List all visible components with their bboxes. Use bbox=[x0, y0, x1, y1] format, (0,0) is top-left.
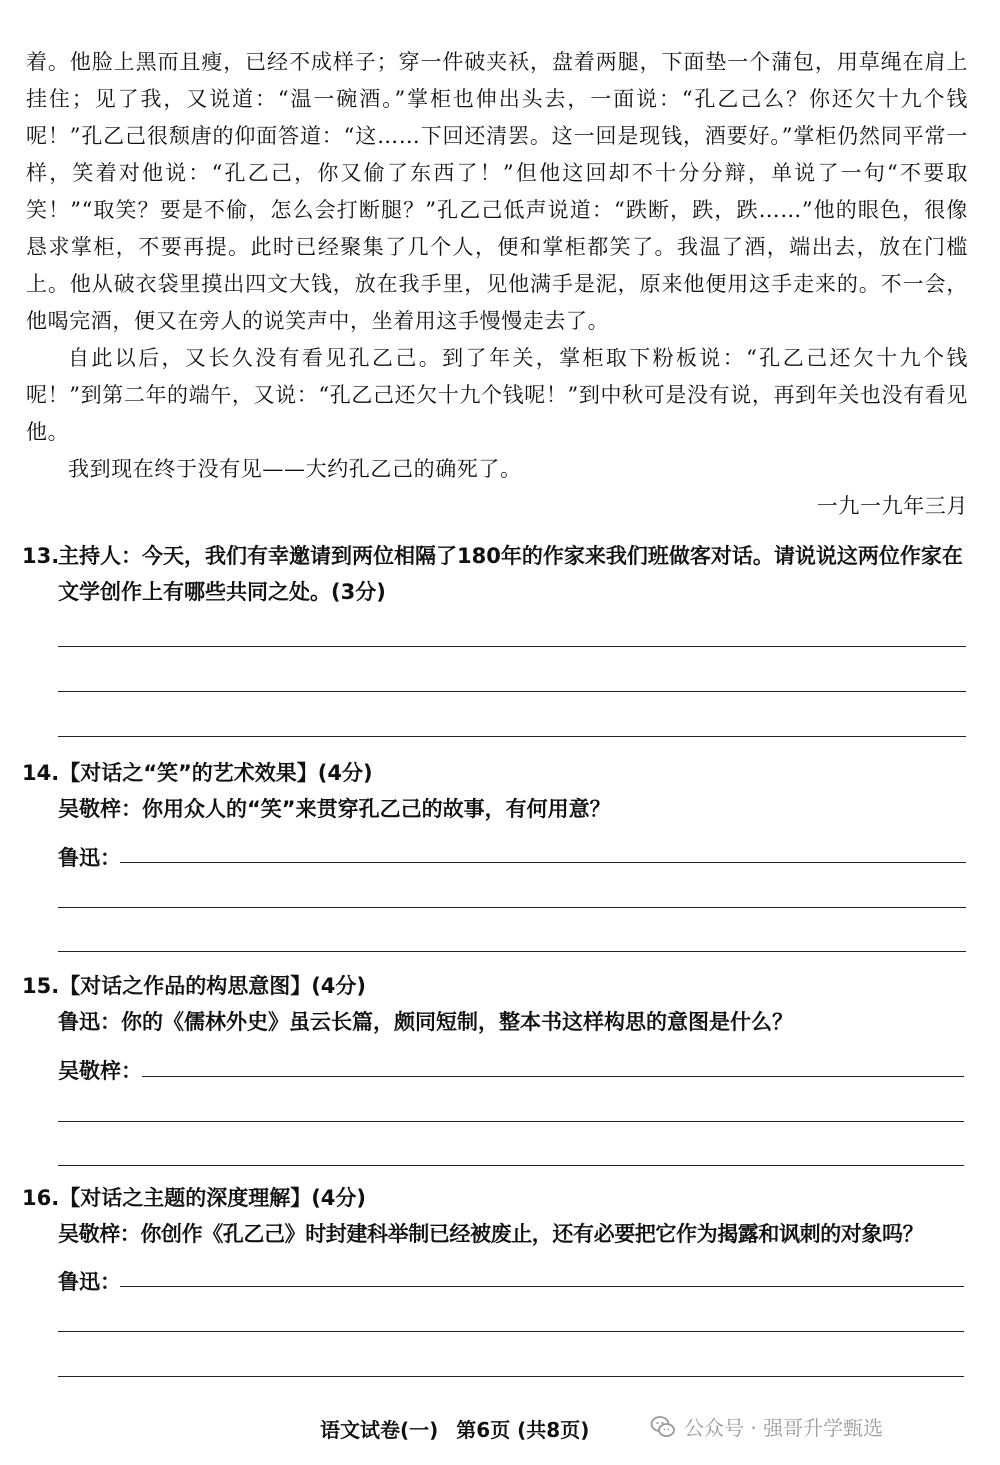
exam-name: 语文试卷(一) bbox=[320, 1418, 439, 1442]
question-14 bbox=[22, 755, 968, 827]
answer-line[interactable] bbox=[58, 646, 966, 647]
passage-paragraph: 自此以后，又长久没有看见孔乙己。到了年关，掌柜取下粉板说：“孔乙己还欠十九个钱呢！”到第二年的端午，又说：“孔乙己还欠十九个钱呢！”到中秋可是没有说，再到年关也没有看见他。 bbox=[26, 346, 968, 444]
reading-passage bbox=[26, 44, 968, 525]
watermark bbox=[650, 1412, 883, 1441]
answer-line[interactable] bbox=[120, 862, 966, 863]
page-footer bbox=[0, 1410, 1000, 1450]
answer-line[interactable] bbox=[58, 1121, 964, 1122]
answer-line[interactable] bbox=[142, 1076, 964, 1077]
answer-label: 吴敬梓： bbox=[58, 1059, 142, 1083]
page-number: 第6页 (共8页) bbox=[456, 1418, 590, 1442]
answer-line[interactable] bbox=[58, 1331, 964, 1332]
answer-label: 鲁迅： bbox=[58, 846, 121, 870]
question-number: 14. bbox=[22, 761, 60, 785]
question-prompt: 鲁迅：你的《儒林外史》虽云长篇，颇同短制，整本书这样构思的意图是什么？ bbox=[58, 1010, 793, 1034]
question-16 bbox=[22, 1180, 968, 1252]
question-number: 13. bbox=[22, 544, 60, 568]
passage-paragraph: 着。他脸上黑而且瘦，已经不成样子；穿一件破夹袄，盘着两腿，下面垫一个蒲包，用草绳在肩上挂住；见了我，又说道：“温一碗酒。”掌柜也伸出头去，一面说：“孔乙己么？你还欠十九个钱呢！”孔乙己很颓唐的仰面答道：“这……下回还清罢。这一回是现钱，酒要好。”掌柜仍然同平常一样，笑着对他说：“孔乙己，你又偷了东西了！”但他这回却不十分分辩，单说了一句“不要取笑！”“取笑？要是不偷，怎么会打断腿？”孔乙己低声说道：“跌断，跌，跌……”他的眼色，很像恳求掌柜，不要再提。此时已经聚集了几个人，便和掌柜都笑了。我温了酒，端出去，放在门槛上。他从破衣袋里摸出四文大钱，放在我手里，见他满手是泥，原来他便用这手走来的。不一会，他喝完酒，便又在旁人的说笑声中，坐着用这手慢慢走去了。 bbox=[26, 50, 968, 333]
answer-line[interactable] bbox=[58, 691, 966, 692]
footer-text bbox=[320, 1414, 589, 1443]
answer-line[interactable] bbox=[58, 1376, 964, 1377]
question-title: 【对话之作品的构思意图】(4分) bbox=[59, 974, 367, 998]
question-text: 主持人：今天，我们有幸邀请到两位相隔了180年的作家来我们班做客对话。请说说这两位作家在文学创作上有哪些共同之处。(3分) bbox=[58, 544, 963, 604]
answer-line[interactable] bbox=[120, 1286, 964, 1287]
watermark-text: 公众号 · 强哥升学甄选 bbox=[684, 1416, 884, 1440]
question-prompt: 吴敬梓：你创作《孔乙己》时封建科举制已经被废止，还有必要把它作为揭露和讽刺的对象吗？ bbox=[58, 1222, 924, 1246]
passage-paragraph: 我到现在终于没有见——大约孔乙己的确死了。 bbox=[68, 457, 522, 481]
answer-line[interactable] bbox=[58, 1165, 964, 1166]
question-title: 【对话之“笑”的艺术效果】(4分) bbox=[59, 761, 373, 785]
question-15 bbox=[22, 968, 968, 1040]
answer-label: 鲁迅： bbox=[58, 1270, 121, 1294]
question-title: 【对话之主题的深度理解】(4分) bbox=[59, 1186, 367, 1210]
passage-date: 一九一九年三月 bbox=[816, 494, 968, 518]
answer-line[interactable] bbox=[58, 736, 966, 737]
wechat-icon bbox=[650, 1414, 676, 1440]
question-13 bbox=[22, 538, 968, 610]
answer-line[interactable] bbox=[58, 951, 966, 952]
question-number: 16. bbox=[22, 1186, 60, 1210]
answer-line[interactable] bbox=[58, 907, 966, 908]
question-number: 15. bbox=[22, 974, 60, 998]
question-prompt: 吴敬梓：你用众人的“笑”来贯穿孔乙己的故事，有何用意？ bbox=[58, 797, 611, 821]
